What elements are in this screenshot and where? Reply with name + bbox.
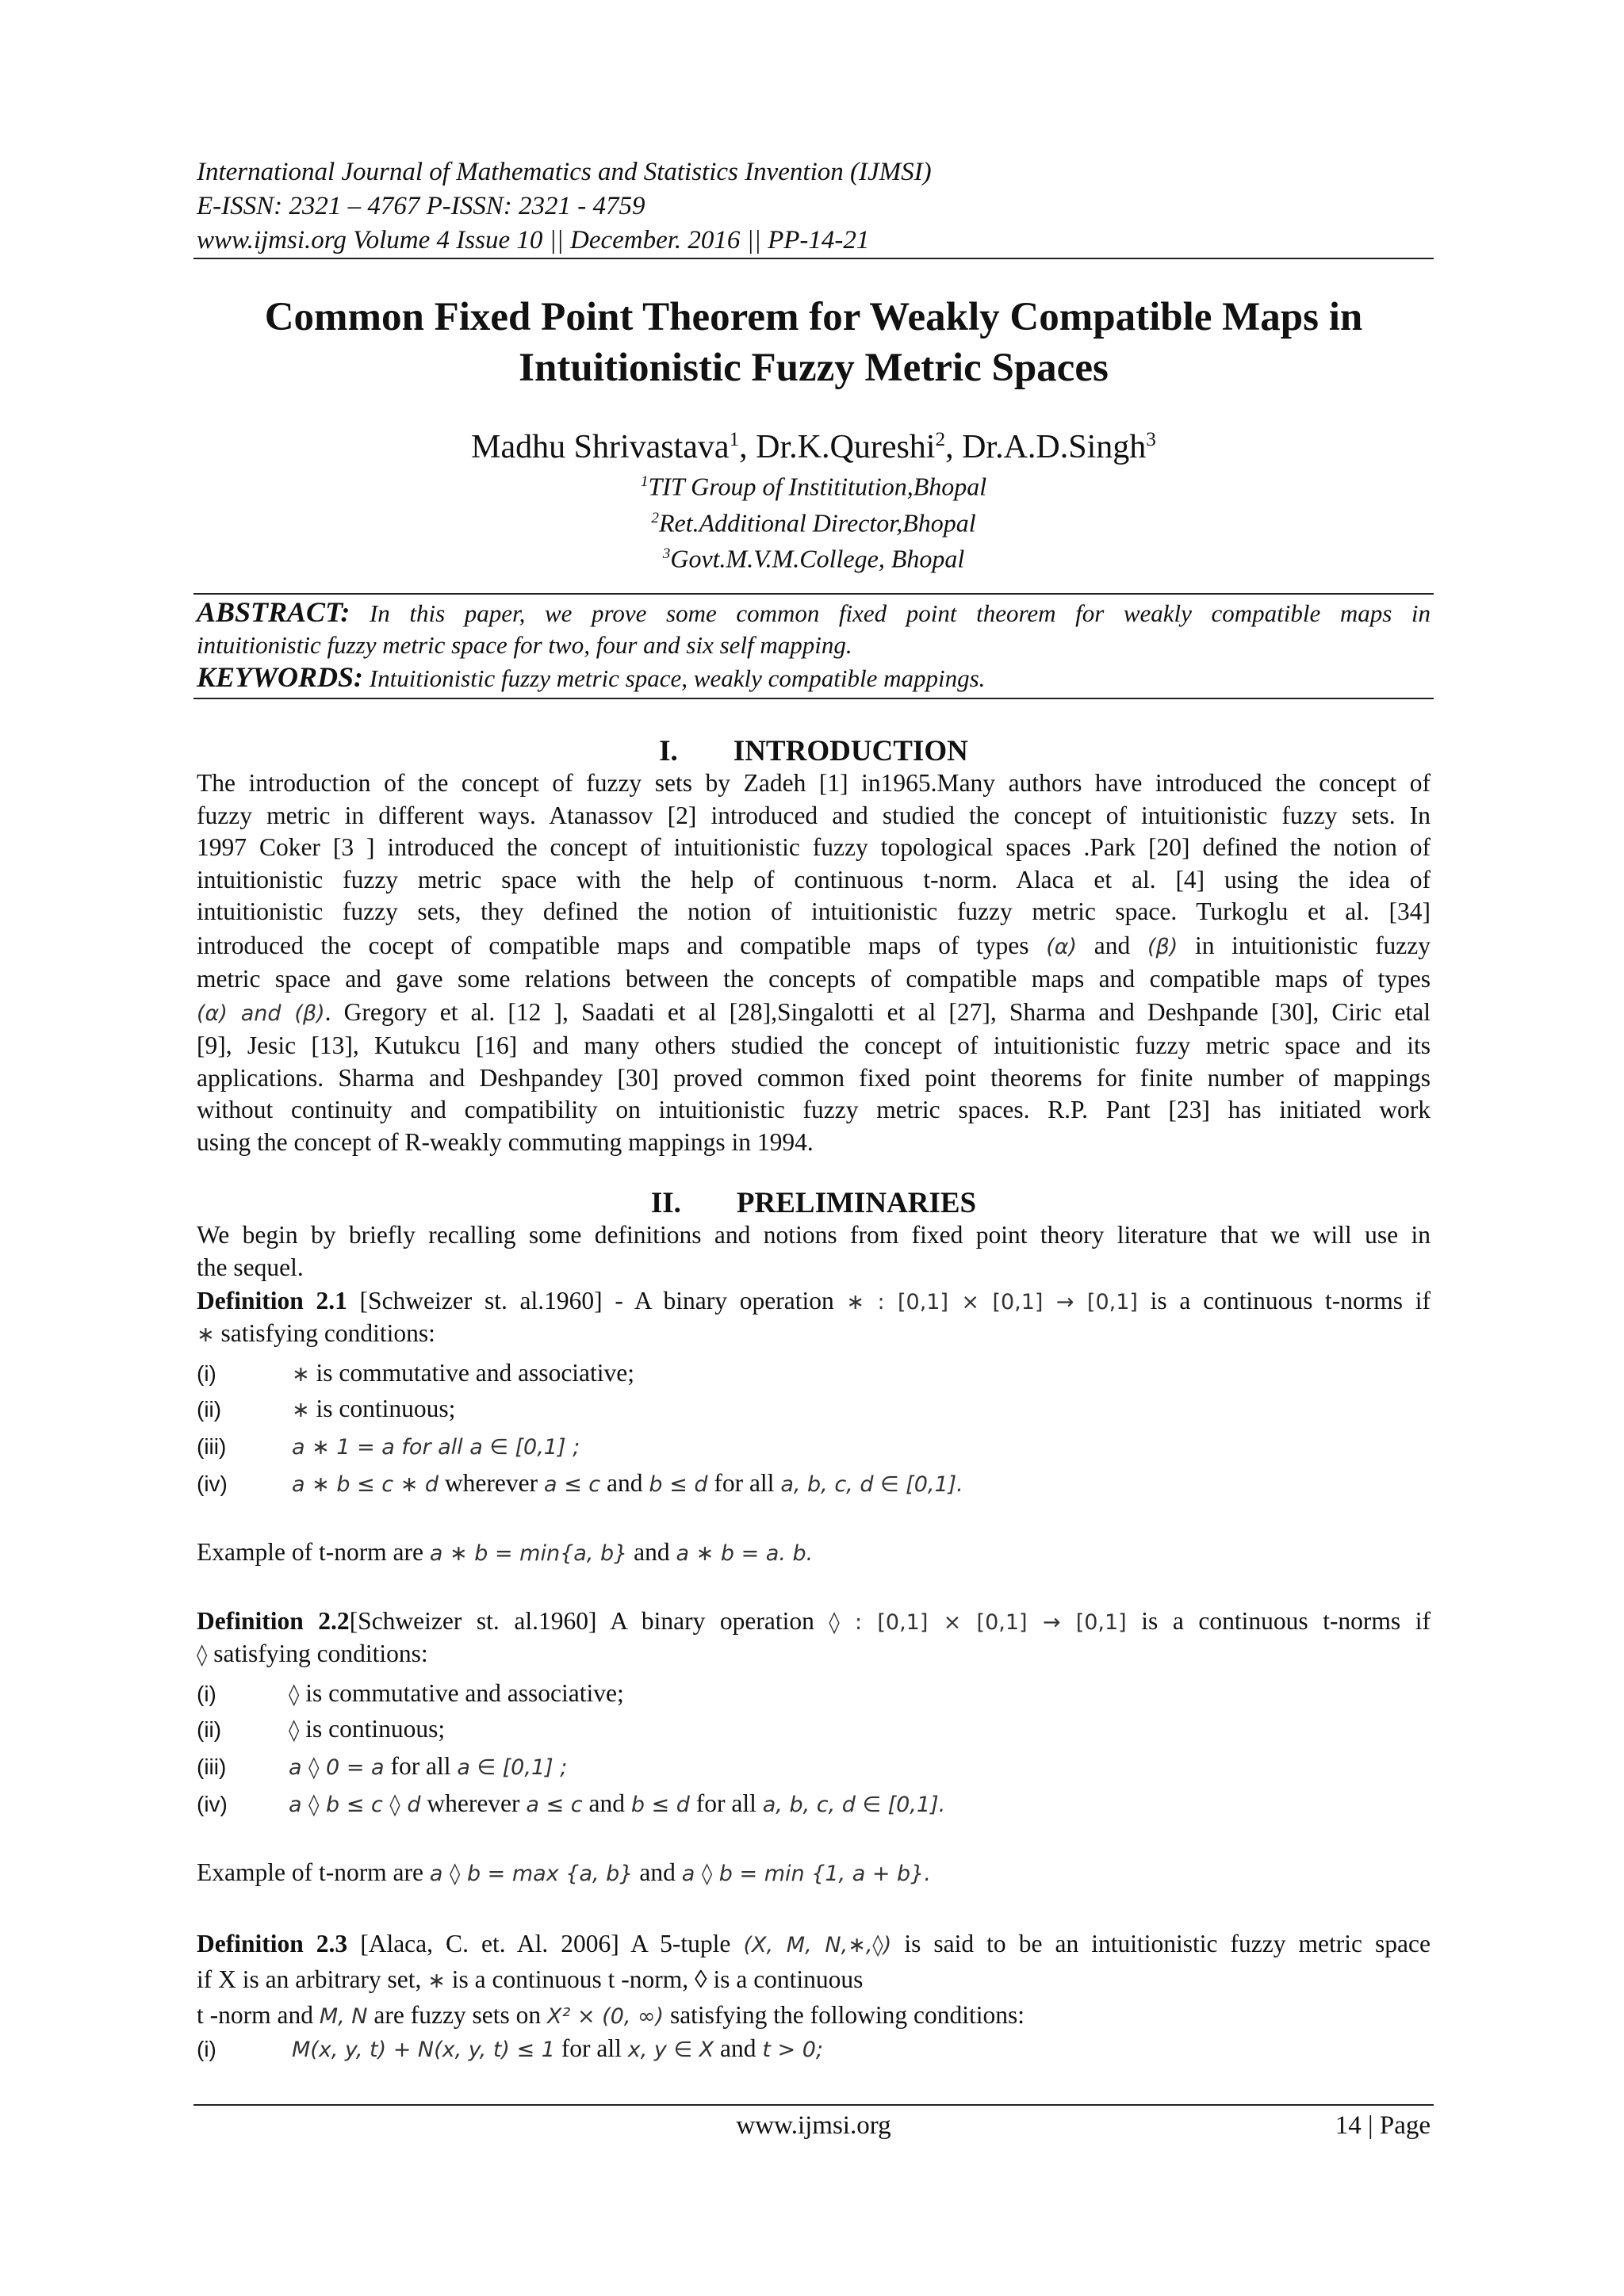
math-expression: x, y ∈ X [627, 2038, 714, 2062]
item-text: and [600, 1469, 649, 1497]
definition-label: Definition 2.1 [197, 1287, 347, 1314]
math-alpha-beta: (α) and (β) [197, 1001, 325, 1026]
example-text: Example of t-norm are [197, 1538, 430, 1566]
affiliation-3-sup: 3 [662, 545, 671, 563]
math-expression: X² × (0, ∞) [547, 2004, 665, 2029]
keywords-text: Intuitionistic fuzzy metric space, weakly compatible mappings. [363, 664, 986, 692]
item-text: and [714, 2034, 763, 2062]
math-symbol: ∗ [292, 1362, 310, 1387]
condition-item [197, 2033, 823, 2066]
affiliation-2-sup: 2 [651, 509, 659, 526]
intro-text: . Gregory et al. [12 ], Saadati et al [28],Singalotti et al [27], Sharma and Deshpande [30], Ciric etal [324, 998, 1431, 1026]
def-text: [Schweizer st. al.1960] A binary operation [349, 1607, 814, 1635]
intro-line: metric space and gave some relations between the concepts of compatible maps and compatible maps of types [197, 964, 1431, 993]
item-number: (i) [197, 1361, 216, 1386]
intro-line: using the concept of R-weakly commuting mappings in 1994. [197, 1127, 814, 1156]
section-number: I. [659, 735, 678, 767]
intro-line: intuitionistic fuzzy metric space with the help of continuous t-norm. Alaca et al. [4] using the idea of [197, 865, 1431, 894]
math-expression: a ≤ c [543, 1472, 601, 1497]
intro-line: [9], Jesic [13], Kutukcu [16] and many others studied the concept of intuitionistic fuzzy metric space and its [197, 1031, 1431, 1059]
intro-line: The introduction of the concept of fuzzy sets by Zadeh [1] in1965.Many authors have introduced the concept of [197, 769, 1431, 797]
def-text: is a continuous t -norm, ◊ is a continuous [445, 1965, 864, 1993]
affiliation-1 [197, 466, 1431, 503]
intro-line: fuzzy metric in different ways. Atanassov [2] introduced and studied the concept of intuitionistic fuzzy sets. In [197, 801, 1431, 829]
footer-divider [193, 2104, 1434, 2106]
math-expression: M(x, y, t) + N(x, y, t) ≤ 1 [292, 2038, 555, 2062]
definition-2-3 [197, 1927, 1431, 2033]
def-line [197, 1998, 1431, 2033]
def-text: satisfying conditions: [207, 1640, 428, 1667]
item-number: (ii) [197, 1397, 222, 1422]
math-expression: a ∗ b = min{a, b} [429, 1541, 628, 1566]
affiliation-3 [197, 538, 1431, 575]
def-text: satisfying the following conditions: [664, 2001, 1025, 2029]
item-text: is continuous; [309, 1395, 456, 1422]
item-text: is commutative and associative; [299, 1679, 624, 1707]
def-line [197, 1284, 1431, 1318]
condition-item [197, 1788, 945, 1821]
abstract-text-1: In this paper, we prove some common fixed point theorem for weakly compatible maps in [350, 599, 1431, 627]
item-number: (iv) [197, 1471, 228, 1496]
math-expression: a ◊ 0 = a [289, 1755, 385, 1780]
condition-item [197, 1357, 634, 1391]
item-number: (ii) [197, 1717, 222, 1742]
definition-label: Definition 2.2 [197, 1607, 350, 1635]
intro-line: 1997 Coker [3 ] introduced the concept of intuitionistic fuzzy topological spaces .Park [20] defined the notion of [197, 833, 1431, 861]
author-list [197, 420, 1431, 467]
section-heading-preliminaries [197, 1186, 1431, 1221]
title-line-1: Common Fixed Point Theorem for Weakly Compatible Maps in [264, 295, 1363, 339]
item-text: for all [689, 1789, 763, 1817]
math-alpha: (α) [1046, 934, 1078, 959]
math-symbol: ◊ [289, 1718, 300, 1743]
math-expression: a ∈ [0,1] ; [457, 1755, 568, 1780]
condition-item [197, 1678, 624, 1711]
abstract-top-divider [193, 593, 1434, 595]
math-expression: a ◊ b = max {a, b} [429, 1862, 634, 1886]
example-text: Example of t-norm are [197, 1858, 430, 1886]
journal-name: International Journal of Mathematics and Statistics Invention (IJMSI) [197, 158, 932, 186]
item-text: for all [554, 2034, 628, 2062]
intro-line [197, 928, 1431, 963]
author-2: , Dr.K.Qureshi [739, 429, 936, 465]
example-text: and [633, 1858, 682, 1886]
t-norm-example [197, 1857, 931, 1890]
def-text: [Schweizer st. al.1960] - A binary operation [347, 1287, 834, 1314]
item-text: and [582, 1789, 631, 1817]
math-expression: a ∗ 1 = a for all a ∈ [0,1] ; [292, 1435, 580, 1460]
section-title: INTRODUCTION [733, 735, 968, 767]
abstract-bottom-divider [193, 698, 1434, 699]
math-symbol: ∗ [427, 1969, 446, 1993]
intro-line: applications. Sharma and Deshpandey [30] proved common fixed point theorems for finite number of mappings [197, 1063, 1431, 1092]
introduction-paragraph [197, 767, 1431, 1158]
keywords-label: KEYWORDS: [197, 661, 364, 693]
item-text: is continuous; [299, 1715, 446, 1743]
page-number: 14 | Page [1335, 2111, 1431, 2140]
def-text: is a continuous t-norms if [1150, 1287, 1431, 1314]
affiliation-1-text: TIT Group of Instititution,Bhopal [648, 472, 987, 501]
journal-volume: www.ijmsi.org Volume 4 Issue 10 || December. 2016 || PP-14-21 [197, 226, 870, 254]
section-heading-introduction [197, 734, 1431, 769]
def-line [197, 1318, 1431, 1350]
paper-title [197, 292, 1431, 393]
math-expression: a ≤ c [526, 1793, 583, 1817]
abstract-line-1 [197, 596, 1431, 629]
def-text: is said to be an intuitionistic fuzzy metric space [904, 1930, 1431, 1957]
condition-item [197, 1713, 445, 1747]
def-text: t -norm and [197, 2001, 320, 2029]
condition-item [197, 1393, 455, 1426]
math-expression: (X, M, N,∗,◊) [743, 1933, 892, 1957]
author-1-sup: 1 [729, 429, 740, 450]
math-expression: a ◊ b = min {1, a + b}. [681, 1862, 931, 1886]
math-beta: (β) [1147, 934, 1178, 959]
item-number: (iii) [197, 1755, 227, 1779]
prelim-line: the sequel. [197, 1253, 304, 1281]
item-text: is commutative and associative; [309, 1359, 635, 1387]
abstract-label: ABSTRACT: [197, 596, 350, 628]
item-text: for all [384, 1752, 458, 1780]
intro-text: and [1094, 931, 1131, 959]
author-2-sup: 2 [935, 429, 946, 450]
item-text: for all [707, 1469, 781, 1497]
t-norm-example [197, 1536, 813, 1570]
math-expression: b ≤ d [630, 1793, 690, 1817]
item-text: wherever [420, 1789, 527, 1817]
item-number: (iii) [197, 1434, 227, 1459]
example-text: and [627, 1538, 676, 1566]
abstract-block [197, 596, 1431, 695]
affiliations [197, 466, 1431, 575]
math-symbol: ∗ [197, 1322, 215, 1347]
abstract-text-2: intuitionistic fuzzy metric space for two, four and six self mapping. [197, 631, 852, 659]
keywords-line [197, 661, 1431, 695]
section-number: II. [650, 1187, 681, 1219]
def-line [197, 1927, 1431, 1961]
def-line [197, 1605, 1431, 1638]
math-expression: ∗ : [0,1] × [0,1] → [0,1] [846, 1290, 1138, 1314]
math-expression: a, b, c, d ∈ [0,1]. [780, 1472, 963, 1497]
journal-header [197, 155, 1431, 258]
intro-line: without continuity and compatibility on intuitionistic fuzzy metric spaces. R.P. Pant [23] has initiated work [197, 1096, 1431, 1123]
def-text: if X is an arbitrary set, [197, 1965, 428, 1993]
intro-line: intuitionistic fuzzy sets, they defined the notion of intuitionistic fuzzy metric space. Turkoglu et al. [34] [197, 897, 1431, 925]
def-text: [Alaca, C. et. Al. 2006] A 5-tuple [347, 1930, 731, 1957]
def-line [197, 1638, 1431, 1670]
journal-issn: E-ISSN: 2321 – 4767 P-ISSN: 2321 - 4759 [197, 192, 645, 220]
footer-site-link[interactable]: www.ijmsi.org [736, 2111, 891, 2140]
def-line [197, 1961, 1431, 1998]
math-expression: a, b, c, d ∈ [0,1]. [762, 1793, 946, 1817]
math-symbol: ◊ [289, 1682, 300, 1707]
definition-2-1 [197, 1284, 1431, 1350]
math-expression: a ∗ b ≤ c ∗ d [292, 1472, 439, 1497]
affiliation-1-sup: 1 [640, 473, 649, 490]
header-divider [193, 258, 1434, 259]
intro-text: introduced the cocept of compatible maps and compatible maps of types [197, 931, 1029, 959]
title-line-2: Intuitionistic Fuzzy Metric Spaces [519, 346, 1109, 390]
math-expression: a ∗ b = a. b. [676, 1541, 814, 1566]
def-text: is a continuous t-norms if [1141, 1607, 1431, 1635]
affiliation-3-text: Govt.M.V.M.College, Bhopal [670, 544, 965, 573]
intro-line [197, 995, 1431, 1030]
math-expression: a ◊ b ≤ c ◊ d [289, 1793, 421, 1817]
condition-item [197, 1751, 567, 1784]
math-symbol: ∗ [292, 1398, 310, 1422]
affiliation-2 [197, 503, 1431, 539]
math-expression: b ≤ d [649, 1472, 708, 1497]
math-symbol: ◊ [197, 1643, 208, 1667]
intro-text: in intuitionistic fuzzy [1194, 931, 1431, 959]
math-expression: M, N [319, 2004, 368, 2029]
math-expression: ◊ : [0,1] × [0,1] → [0,1] [829, 1610, 1127, 1635]
def-text: satisfying conditions: [214, 1319, 435, 1347]
item-number: (i) [197, 2037, 216, 2061]
item-number: (iv) [197, 1792, 228, 1816]
item-text: wherever [439, 1469, 544, 1497]
author-3-sup: 3 [1146, 429, 1156, 450]
section-title: PRELIMINARIES [736, 1187, 977, 1219]
affiliation-2-text: Ret.Additional Director,Bhopal [658, 508, 976, 538]
definition-2-2 [197, 1605, 1431, 1670]
prelim-line: We begin by briefly recalling some definitions and notions from fixed point theory literature that we will use in [197, 1221, 1431, 1249]
author-3: , Dr.A.D.Singh [945, 429, 1147, 465]
author-1: Madhu Shrivastava [471, 429, 730, 465]
condition-item [197, 1430, 580, 1464]
definition-label: Definition 2.3 [197, 1930, 348, 1957]
preliminaries-intro [197, 1219, 1431, 1284]
item-number: (i) [197, 1682, 216, 1706]
math-expression: t > 0; [762, 2038, 823, 2062]
condition-item [197, 1468, 963, 1501]
def-text: are fuzzy sets on [367, 2001, 548, 2029]
